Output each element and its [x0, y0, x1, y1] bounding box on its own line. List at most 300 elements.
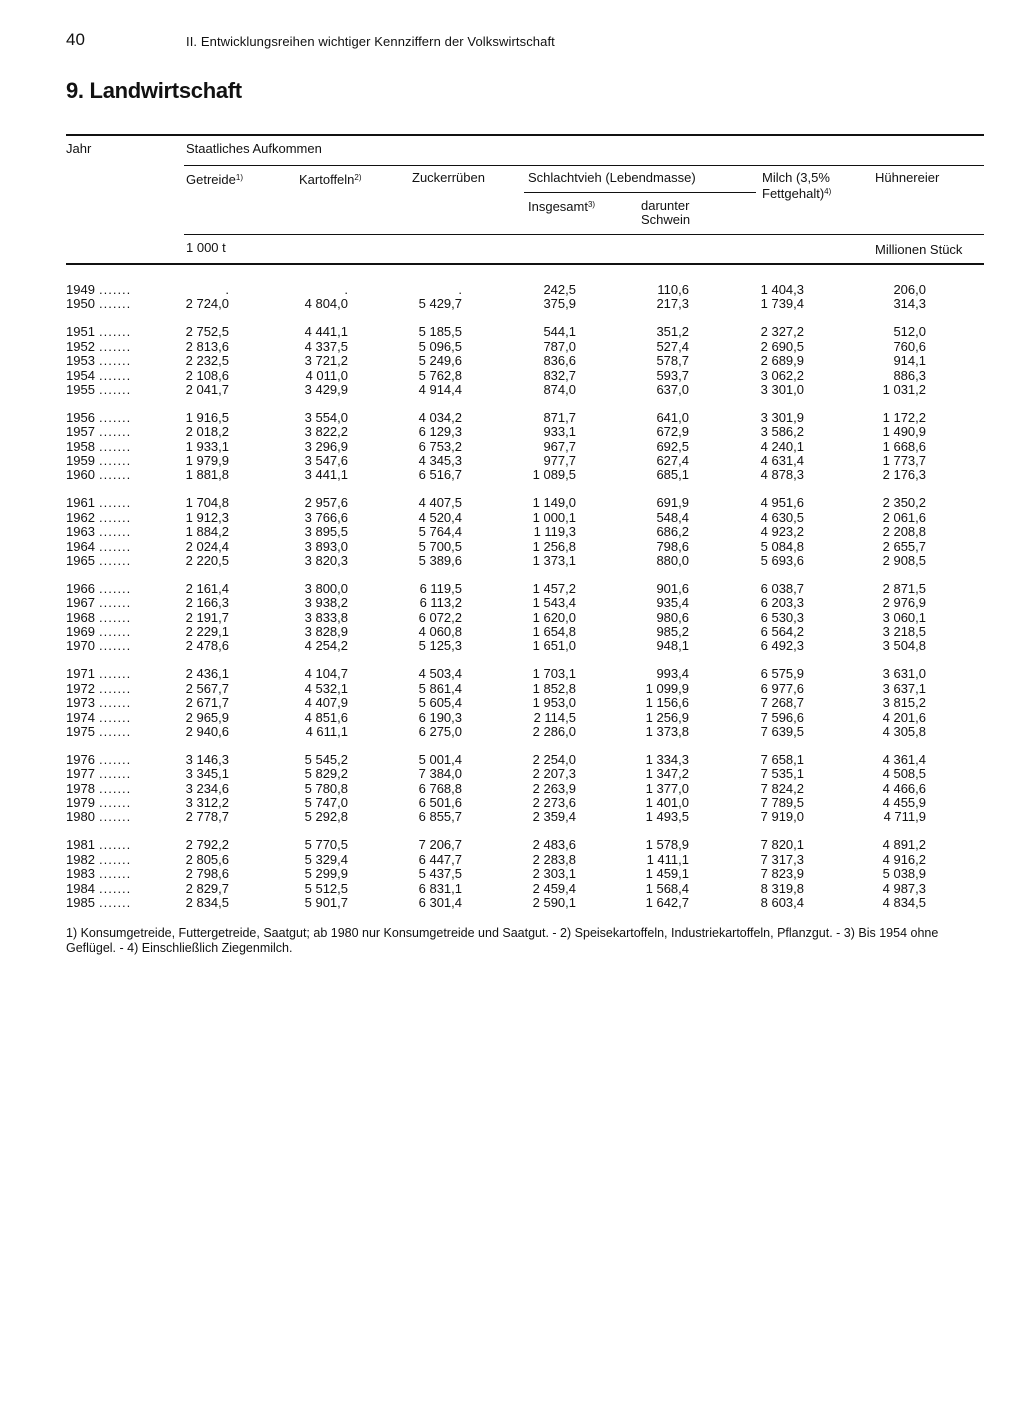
cell-insgesamt: 2 459,4: [532, 880, 576, 896]
cell-zuckerrueben: 5 605,4: [418, 695, 462, 711]
cell-milch: 4 878,3: [760, 467, 804, 483]
cell-getreide: 1 881,8: [185, 467, 229, 483]
cell-milch: 7 268,7: [760, 695, 804, 711]
cell-kartoffeln: 3 800,0: [304, 580, 348, 596]
cell-year: 1958: [66, 438, 95, 454]
cell-eier: 2 176,3: [882, 467, 926, 483]
cell-zuckerrueben: 4 034,2: [418, 409, 462, 425]
cell-eier: 3 815,2: [882, 695, 926, 711]
cell-getreide: 3 312,2: [185, 795, 229, 810]
cell-kartoffeln: 4 804,0: [304, 296, 348, 312]
cell-kartoffeln: 5 901,7: [304, 894, 348, 910]
col-header-darunter: darunter: [641, 198, 690, 213]
cell-year: 1971: [66, 666, 95, 682]
cell-insgesamt: 242,5: [543, 282, 576, 297]
col-header-kartoffeln: [299, 170, 362, 187]
table-row: [0, 625, 1024, 639]
table-row: [0, 440, 1024, 454]
cell-getreide: 2 798,6: [185, 866, 229, 882]
cell-insgesamt: 874,0: [543, 381, 576, 397]
leader-dots: .......: [99, 438, 132, 454]
cell-schwein: 691,9: [656, 495, 689, 511]
cell-getreide: 2 752,5: [185, 324, 229, 340]
leader-dots: .......: [99, 894, 132, 910]
col-header-year: Jahr: [66, 141, 92, 156]
cell-zuckerrueben: 6 301,4: [418, 894, 462, 910]
cell-kartoffeln: 5 545,2: [304, 751, 348, 767]
cell-insgesamt: 871,7: [543, 409, 576, 425]
footnote-ref: 2): [354, 173, 362, 182]
cell-year: 1977: [66, 766, 95, 782]
col-label: Getreide: [186, 172, 236, 187]
footnote-ref: 4): [824, 187, 832, 196]
cell-insgesamt: 1 953,0: [532, 695, 576, 711]
cell-getreide: 2 166,3: [185, 595, 229, 611]
cell-getreide: 2 567,7: [185, 680, 229, 696]
cell-eier: 4 466,6: [882, 780, 926, 796]
table-top-rule: [66, 134, 984, 136]
cell-schwein: 627,4: [656, 453, 689, 468]
cell-year: 1970: [66, 638, 95, 654]
cell-year: 1959: [66, 453, 95, 468]
cell-insgesamt: 1 620,0: [532, 609, 576, 625]
cell-eier: 2 655,7: [882, 538, 926, 554]
cell-year: 1985: [66, 894, 95, 910]
leader-dots: .......: [99, 367, 132, 383]
col-header-milch: Milch (3,5%: [762, 170, 830, 185]
cell-year: 1976: [66, 751, 95, 767]
cell-milch: 8 603,4: [760, 894, 804, 910]
cell-eier: 3 504,8: [882, 638, 926, 654]
cell-kartoffeln: 3 938,2: [304, 595, 348, 611]
cell-milch: 4 923,2: [760, 524, 804, 540]
cell-year: 1974: [66, 709, 95, 725]
cell-milch: 7 658,1: [760, 751, 804, 767]
cell-zuckerrueben: 6 831,1: [418, 880, 462, 896]
cell-getreide: .: [225, 282, 229, 297]
leader-dots: .......: [99, 638, 132, 654]
cell-eier: 4 455,9: [882, 795, 926, 810]
cell-kartoffeln: 4 611,1: [305, 723, 348, 739]
cell-zuckerrueben: 6 768,8: [418, 780, 462, 796]
leader-dots: .......: [99, 324, 132, 340]
cell-insgesamt: 2 273,6: [532, 795, 576, 810]
cell-eier: 2 871,5: [882, 580, 926, 596]
table-row: [0, 838, 1024, 852]
cell-eier: 4 711,9: [883, 809, 926, 825]
cell-getreide: 2 940,6: [185, 723, 229, 739]
cell-getreide: 2 024,4: [185, 538, 229, 554]
cell-eier: 914,1: [893, 353, 926, 369]
leader-dots: .......: [99, 723, 132, 739]
table-row: [0, 354, 1024, 368]
subheader-rule: [184, 165, 984, 166]
header-bottom-rule: [66, 263, 984, 265]
cell-insgesamt: 1 654,8: [532, 624, 576, 639]
cell-eier: 3 218,5: [882, 624, 926, 639]
cell-kartoffeln: 3 429,9: [304, 381, 348, 397]
cell-schwein: 1 347,2: [645, 766, 689, 782]
col-header-getreide: [186, 170, 243, 187]
cell-getreide: 2 778,7: [185, 809, 229, 825]
cell-getreide: 2 813,6: [185, 338, 229, 354]
cell-eier: 4 987,3: [882, 880, 926, 896]
cell-eier: 3 637,1: [882, 680, 926, 696]
cell-kartoffeln: 3 441,1: [304, 467, 348, 483]
cell-year: 1965: [66, 552, 95, 568]
cell-schwein: 1 377,0: [645, 780, 689, 796]
cell-eier: 4 891,2: [882, 837, 926, 853]
cell-schwein: 110,6: [657, 282, 689, 297]
cell-year: 1981: [66, 837, 95, 853]
cell-schwein: 1 459,1: [645, 866, 689, 882]
cell-eier: 1 031,2: [882, 381, 926, 397]
cell-insgesamt: 2 303,1: [532, 866, 576, 882]
cell-milch: 5 084,8: [760, 538, 804, 554]
table-row: [0, 511, 1024, 525]
cell-getreide: 1 912,3: [185, 509, 229, 525]
cell-eier: 2 350,2: [882, 495, 926, 511]
cell-insgesamt: 2 483,6: [532, 837, 576, 853]
cell-milch: 6 492,3: [760, 638, 804, 654]
cell-milch: 3 062,2: [760, 367, 804, 383]
cell-getreide: 2 108,6: [185, 367, 229, 383]
cell-zuckerrueben: 6 447,7: [418, 851, 462, 867]
cell-milch: 1 739,4: [760, 296, 804, 312]
cell-year: 1949: [66, 282, 95, 297]
cell-zuckerrueben: 4 345,3: [418, 453, 462, 468]
cell-schwein: 672,9: [656, 424, 689, 440]
cell-schwein: 1 099,9: [645, 680, 689, 696]
cell-schwein: 1 568,4: [645, 880, 689, 896]
cell-eier: 1 773,7: [882, 453, 926, 468]
cell-kartoffeln: 3 828,9: [304, 624, 348, 639]
table-row: [0, 297, 1024, 311]
cell-zuckerrueben: 6 753,2: [418, 438, 462, 454]
cell-kartoffeln: 4 254,2: [304, 638, 348, 654]
cell-schwein: 685,1: [656, 467, 689, 483]
cell-schwein: 578,7: [656, 353, 689, 369]
cell-year: 1968: [66, 609, 95, 625]
cell-milch: 4 630,5: [760, 509, 804, 525]
cell-milch: 3 301,0: [760, 381, 804, 397]
table-row: [0, 525, 1024, 539]
cell-insgesamt: 787,0: [543, 338, 576, 354]
cell-insgesamt: 2 359,4: [532, 809, 576, 825]
table-row: [0, 882, 1024, 896]
cell-schwein: 1 642,7: [645, 894, 689, 910]
leader-dots: .......: [99, 424, 132, 440]
table-row: [0, 340, 1024, 354]
leader-dots: .......: [99, 795, 132, 810]
cell-milch: 6 977,6: [760, 680, 804, 696]
leader-dots: .......: [99, 524, 132, 540]
table-row: [0, 711, 1024, 725]
cell-zuckerrueben: 4 503,4: [418, 666, 462, 682]
cell-getreide: 2 724,0: [185, 296, 229, 312]
section-title: 9. Landwirtschaft: [66, 78, 242, 103]
cell-getreide: 2 805,6: [185, 851, 229, 867]
table-row: [0, 725, 1024, 739]
leader-dots: .......: [99, 409, 132, 425]
cell-year: 1973: [66, 695, 95, 711]
cell-milch: 2 327,2: [760, 324, 804, 340]
cell-schwein: 1 411,1: [646, 851, 689, 867]
cell-year: 1952: [66, 338, 95, 354]
cell-eier: 4 201,6: [882, 709, 926, 725]
cell-zuckerrueben: 7 206,7: [418, 837, 462, 853]
cell-schwein: 1 373,8: [645, 723, 689, 739]
cell-getreide: 2 965,9: [185, 709, 229, 725]
cell-kartoffeln: 5 829,2: [304, 766, 348, 782]
leader-dots: .......: [99, 695, 132, 711]
cell-kartoffeln: 3 833,8: [304, 609, 348, 625]
cell-kartoffeln: 3 893,0: [304, 538, 348, 554]
cell-eier: 760,6: [893, 338, 926, 354]
cell-milch: 1 404,3: [760, 282, 804, 297]
cell-eier: 1 172,2: [882, 409, 926, 425]
cell-getreide: 1 884,2: [185, 524, 229, 540]
cell-year: 1960: [66, 467, 95, 483]
table-row: [0, 867, 1024, 881]
cell-year: 1978: [66, 780, 95, 796]
cell-schwein: 1 334,3: [645, 751, 689, 767]
cell-schwein: 1 256,9: [645, 709, 689, 725]
cell-kartoffeln: 2 957,6: [304, 495, 348, 511]
cell-eier: 314,3: [893, 296, 926, 312]
cell-year: 1972: [66, 680, 95, 696]
cell-kartoffeln: 5 780,8: [304, 780, 348, 796]
leader-dots: .......: [99, 609, 132, 625]
footnote-ref: 1): [235, 173, 243, 182]
cell-milch: 6 038,7: [760, 580, 804, 596]
table-row: [0, 753, 1024, 767]
leader-dots: .......: [99, 780, 132, 796]
cell-eier: 2 061,6: [882, 509, 926, 525]
cell-zuckerrueben: 5 764,4: [418, 524, 462, 540]
cell-zuckerrueben: 7 384,0: [418, 766, 462, 782]
table-row: [0, 425, 1024, 439]
cell-milch: 7 596,6: [760, 709, 804, 725]
table-row: [0, 582, 1024, 596]
table-row: [0, 639, 1024, 653]
cell-kartoffeln: 4 532,1: [304, 680, 348, 696]
leader-dots: .......: [99, 381, 132, 397]
table-row: [0, 667, 1024, 681]
cell-insgesamt: 544,1: [543, 324, 576, 340]
cell-schwein: 692,5: [656, 438, 689, 454]
cell-kartoffeln: 5 329,4: [304, 851, 348, 867]
cell-eier: 206,0: [893, 282, 926, 297]
cell-milch: 7 919,0: [760, 809, 804, 825]
cell-getreide: 2 436,1: [185, 666, 229, 682]
cell-year: 1980: [66, 809, 95, 825]
table-row: [0, 782, 1024, 796]
col-header-schlachtvieh: Schlachtvieh (Lebendmasse): [528, 170, 696, 185]
col-label: Kartoffeln: [299, 172, 355, 187]
cell-schwein: 1 156,6: [645, 695, 689, 711]
cell-schwein: 798,6: [656, 538, 689, 554]
col-header-zuckerrueben: Zuckerrüben: [412, 170, 485, 185]
leader-dots: .......: [99, 353, 132, 369]
cell-zuckerrueben: 6 516,7: [418, 467, 462, 483]
leader-dots: .......: [99, 766, 132, 782]
cell-milch: 8 319,8: [760, 880, 804, 896]
cell-getreide: 3 146,3: [185, 751, 229, 767]
cell-insgesamt: 1 457,2: [532, 580, 576, 596]
table-row: [0, 325, 1024, 339]
leader-dots: .......: [99, 595, 132, 611]
cell-getreide: 2 232,5: [185, 353, 229, 369]
cell-year: 1951: [66, 324, 95, 340]
cell-zuckerrueben: 5 762,8: [418, 367, 462, 383]
leader-dots: .......: [99, 338, 132, 354]
cell-insgesamt: 375,9: [543, 296, 576, 312]
cell-getreide: 3 345,1: [185, 766, 229, 782]
cell-milch: 4 240,1: [760, 438, 804, 454]
cell-zuckerrueben: 6 113,2: [419, 595, 462, 611]
cell-kartoffeln: 4 441,1: [304, 324, 348, 340]
cell-schwein: 880,0: [656, 552, 689, 568]
cell-insgesamt: 1 000,1: [532, 509, 576, 525]
cell-year: 1961: [66, 495, 95, 511]
cell-getreide: 2 792,2: [185, 837, 229, 853]
cell-insgesamt: 967,7: [543, 438, 576, 454]
cell-zuckerrueben: 6 855,7: [418, 809, 462, 825]
cell-kartoffeln: 3 822,2: [304, 424, 348, 440]
footnote: 1) Konsumgetreide, Futtergetreide, Saatgut; ab 1980 nur Konsumgetreide und Saatgut. - 2) Speisekartoffeln, Industriekartoffeln, Pflanzgut. - 3) Bis 1954 ohne Geflügel. - 4) Einschließlich Ziegenmilch.: [66, 926, 939, 955]
cell-schwein: 593,7: [656, 367, 689, 383]
cell-year: 1975: [66, 723, 95, 739]
table-row: [0, 810, 1024, 824]
cell-year: 1979: [66, 795, 95, 810]
cell-schwein: 637,0: [656, 381, 689, 397]
table-row: [0, 767, 1024, 781]
cell-milch: 6 203,3: [760, 595, 804, 611]
cell-milch: 7 317,3: [760, 851, 804, 867]
cell-zuckerrueben: 5 429,7: [418, 296, 462, 312]
cell-schwein: 527,4: [656, 338, 689, 354]
table-row: [0, 796, 1024, 810]
cell-insgesamt: 1 089,5: [532, 467, 576, 483]
cell-zuckerrueben: 6 190,3: [418, 709, 462, 725]
group-header: Staatliches Aufkommen: [186, 141, 322, 156]
cell-kartoffeln: 5 292,8: [304, 809, 348, 825]
cell-kartoffeln: 3 895,5: [304, 524, 348, 540]
cell-kartoffeln: 5 770,5: [304, 837, 348, 853]
cell-eier: 1 490,9: [882, 424, 926, 440]
cell-insgesamt: 1 651,0: [532, 638, 576, 654]
running-header: II. Entwicklungsreihen wichtiger Kennziffern der Volkswirtschaft: [186, 34, 555, 49]
leader-dots: .......: [99, 837, 132, 853]
cell-milch: 6 530,3: [760, 609, 804, 625]
cell-insgesamt: 1 543,4: [532, 595, 576, 611]
cell-milch: 4 951,6: [760, 495, 804, 511]
cell-eier: 2 908,5: [882, 552, 926, 568]
cell-zuckerrueben: 4 407,5: [418, 495, 462, 511]
cell-year: 1983: [66, 866, 95, 882]
cell-kartoffeln: 4 104,7: [304, 666, 348, 682]
leader-dots: .......: [99, 467, 132, 483]
cell-getreide: 2 834,5: [185, 894, 229, 910]
cell-zuckerrueben: 5 700,5: [418, 538, 462, 554]
cell-insgesamt: 2 207,3: [532, 766, 576, 782]
cell-schwein: 548,4: [656, 509, 689, 525]
leader-dots: .......: [99, 509, 132, 525]
cell-getreide: 1 916,5: [185, 409, 229, 425]
table-row: [0, 383, 1024, 397]
cell-eier: 3 631,0: [882, 666, 926, 682]
cell-kartoffeln: 3 721,2: [304, 353, 348, 369]
cell-insgesamt: 1 256,8: [532, 538, 576, 554]
cell-milch: 3 301,9: [760, 409, 804, 425]
cell-kartoffeln: 4 337,5: [304, 338, 348, 354]
cell-kartoffeln: 4 407,9: [304, 695, 348, 711]
cell-eier: 4 834,5: [882, 894, 926, 910]
cell-zuckerrueben: 6 072,2: [418, 609, 462, 625]
cell-kartoffeln: 3 766,6: [304, 509, 348, 525]
cell-zuckerrueben: 5 437,5: [418, 866, 462, 882]
cell-eier: 4 916,2: [882, 851, 926, 867]
cell-schwein: 985,2: [656, 624, 689, 639]
table-row: [0, 853, 1024, 867]
col-header-huehnereier: Hühnereier: [875, 170, 940, 185]
page-number: 40: [66, 30, 85, 49]
cell-milch: 4 631,4: [760, 453, 804, 468]
cell-schwein: 1 401,0: [645, 795, 689, 810]
cell-schwein: 1 578,9: [645, 837, 689, 853]
cell-insgesamt: 1 119,3: [533, 524, 576, 540]
cell-year: 1955: [66, 381, 95, 397]
cell-milch: 7 823,9: [760, 866, 804, 882]
cell-milch: 7 535,1: [760, 766, 804, 782]
table-row: [0, 496, 1024, 510]
table-row: [0, 411, 1024, 425]
cell-insgesamt: 2 114,5: [533, 709, 576, 725]
leader-dots: .......: [99, 809, 132, 825]
col-label: Fettgehalt): [762, 186, 825, 201]
cell-zuckerrueben: 5 249,6: [418, 353, 462, 369]
cell-kartoffeln: 3 820,3: [304, 552, 348, 568]
cell-insgesamt: 1 852,8: [532, 680, 576, 696]
col-header-insgesamt: [528, 197, 595, 214]
cell-zuckerrueben: 4 060,8: [418, 624, 462, 639]
col-header-schwein: Schwein: [641, 212, 691, 227]
cell-kartoffeln: 5 512,5: [304, 880, 348, 896]
cell-kartoffeln: 5 747,0: [304, 795, 348, 810]
cell-zuckerrueben: 5 861,4: [418, 680, 462, 696]
leader-dots: .......: [99, 624, 132, 639]
cell-milch: 2 690,5: [760, 338, 804, 354]
leader-dots: .......: [99, 296, 132, 312]
cell-kartoffeln: .: [344, 282, 348, 297]
cell-schwein: 948,1: [656, 638, 689, 654]
cell-getreide: 2 829,7: [185, 880, 229, 896]
cell-zuckerrueben: 4 520,4: [418, 509, 462, 525]
cell-year: 1964: [66, 538, 95, 554]
cell-year: 1957: [66, 424, 95, 440]
cell-schwein: 980,6: [656, 609, 689, 625]
cell-year: 1966: [66, 580, 95, 596]
footnote-ref: 3): [587, 200, 596, 209]
cell-eier: 512,0: [893, 324, 926, 340]
cell-getreide: 2 229,1: [185, 624, 229, 639]
leader-dots: .......: [99, 538, 132, 554]
cell-eier: 4 361,4: [882, 751, 926, 767]
leader-dots: .......: [99, 851, 132, 867]
cell-insgesamt: 2 254,0: [532, 751, 576, 767]
cell-eier: 1 668,6: [882, 438, 926, 454]
